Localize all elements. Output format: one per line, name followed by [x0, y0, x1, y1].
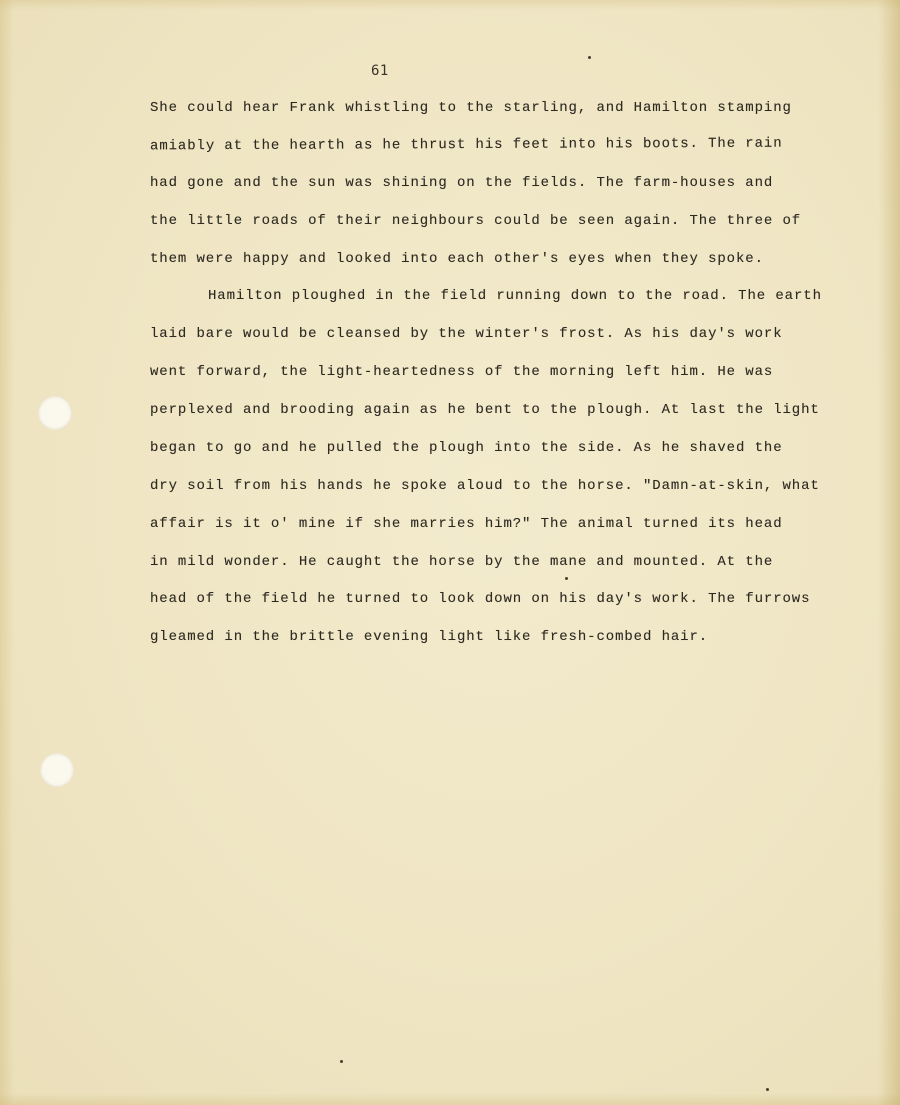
punch-hole	[40, 753, 74, 787]
text-line: amiably at the hearth as he thrust his feet into his boots. The rain	[149, 135, 783, 155]
text-line: went forward, the light-heartedness of the morning left him. He was	[150, 364, 774, 380]
text-line: affair is it o' mine if she marries him?" The animal turned its head	[150, 516, 783, 532]
text-line: them were happy and looked into each other's eyes when they spoke.	[150, 251, 764, 267]
punch-hole	[38, 396, 72, 430]
text-line: gleamed in the brittle evening light like fresh-combed hair.	[150, 629, 709, 645]
text-line: in mild wonder. He caught the horse by the mane and mounted. At the	[150, 554, 774, 570]
page-number: 61	[371, 63, 389, 79]
ink-speck	[766, 1088, 769, 1091]
text-line: had gone and the sun was shining on the fields. The farm-houses and	[150, 175, 774, 191]
text-line: She could hear Frank whistling to the starling, and Hamilton stamping	[150, 100, 792, 116]
text-line: Hamilton ploughed in the field running down to the road. The earth	[208, 288, 822, 304]
ink-speck	[565, 577, 568, 580]
ink-speck	[588, 56, 591, 59]
text-line: perplexed and brooding again as he bent to the plough. At last the light	[150, 402, 820, 418]
text-line: the little roads of their neighbours could be seen again. The three of	[150, 213, 802, 229]
text-line: head of the field he turned to look down on his day's work. The furrows	[150, 591, 811, 607]
text-line: dry soil from his hands he spoke aloud to the horse. "Damn-at-skin, what	[150, 478, 820, 494]
ink-speck	[340, 1060, 343, 1063]
text-line: began to go and he pulled the plough into the side. As he shaved the	[150, 440, 783, 456]
text-line: laid bare would be cleansed by the winter's frost. As his day's work	[150, 326, 783, 342]
